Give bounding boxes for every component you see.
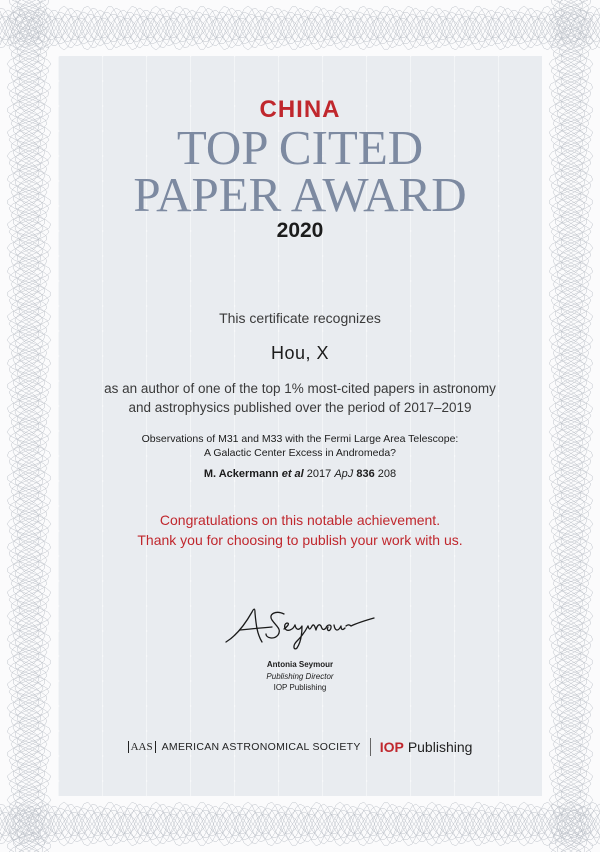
paper-citation	[0, 468, 600, 480]
aas-logo: AAS	[128, 741, 156, 753]
citation-page: 208	[377, 468, 397, 480]
iop-logo-mark: IOP	[379, 739, 404, 755]
signatory-role: Publishing Director	[266, 672, 334, 681]
award-title-line1: TOP CITED	[176, 120, 424, 175]
recognizes-text: This certificate recognizes	[219, 310, 381, 326]
award-country: CHINA	[259, 96, 341, 123]
citation-author: M. Ackermann	[203, 468, 279, 480]
iop-logo-text: Publishing	[407, 739, 473, 755]
footer-divider	[370, 738, 371, 756]
signature	[222, 596, 382, 652]
citation-volume: 836	[356, 468, 375, 480]
citation-journal: ApJ	[334, 468, 354, 480]
signatory-name: Antonia Seymour	[266, 660, 334, 669]
aas-name: AMERICAN ASTRONOMICAL SOCIETY	[161, 741, 361, 753]
congrats-line2: Thank you for choosing to publish your work with us.	[137, 532, 463, 548]
description-line1: as an author of one of the top 1% most-cited papers in astronomy	[104, 381, 496, 396]
description-line2: and astrophysics published over the period of 2017–2019	[128, 400, 472, 415]
award-year: 2020	[276, 219, 324, 242]
award-title-line2: PAPER AWARD	[133, 167, 467, 222]
citation-year: 2017	[306, 468, 332, 480]
paper-title-line1: Observations of M31 and M33 with the Fermi Large Area Telescope:	[141, 433, 459, 445]
signatory-organization: IOP Publishing	[273, 683, 327, 692]
congrats-line1: Congratulations on this notable achievement.	[159, 512, 441, 528]
recipient-name: Hou, X	[270, 343, 330, 363]
footer-logos	[0, 736, 600, 758]
citation-etal: et al	[281, 468, 304, 480]
paper-title-line2: A Galactic Center Excess in Andromeda?	[203, 447, 396, 459]
